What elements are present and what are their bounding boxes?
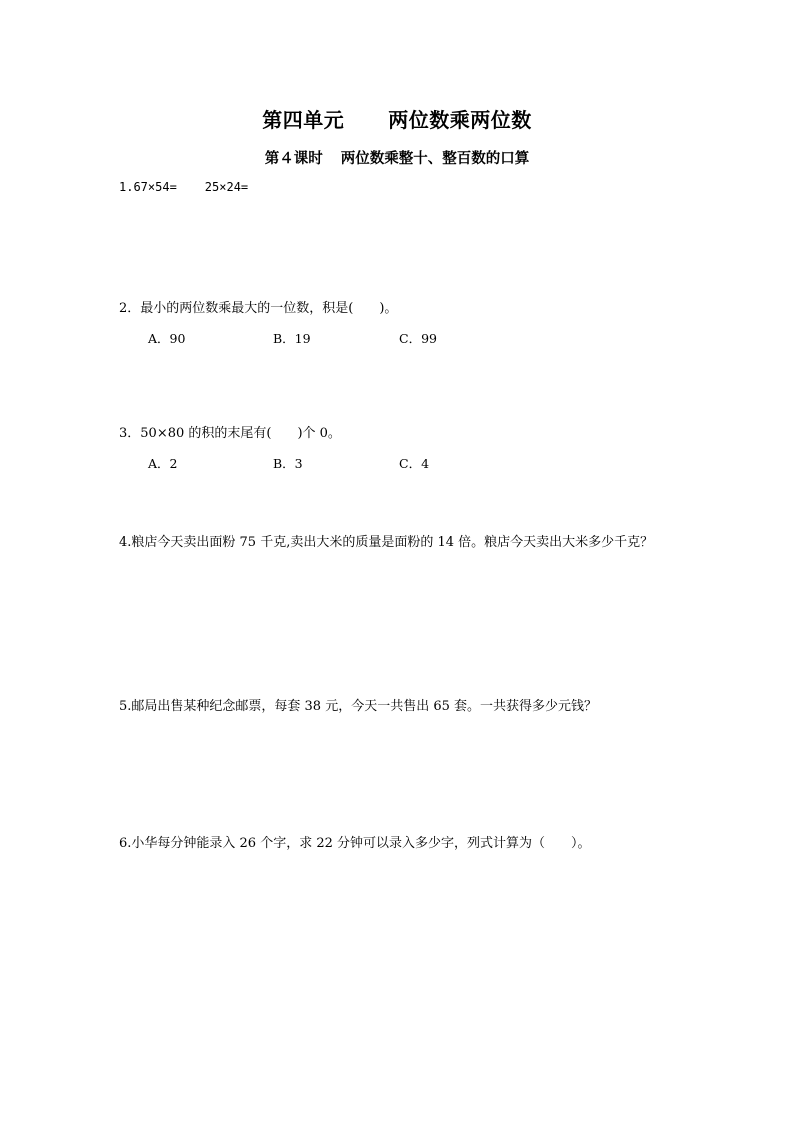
lesson-label: 第４课时 (264, 150, 323, 167)
question-2-option-c: C．99 (399, 331, 437, 346)
unit-topic: 两位数乘两位数 (388, 108, 532, 132)
question-6-stem-end: ）。 (571, 836, 591, 851)
question-2-stem-end: )。 (379, 301, 398, 316)
question-2-option-a: A．90 (148, 331, 186, 346)
page-title (0, 104, 794, 133)
question-4: 4.粮店今天卖出面粉 75 千克,卖出大米的质量是面粉的 14 倍。粮店今天卖出大米多少千克？ (119, 535, 654, 550)
question-6 (119, 832, 591, 851)
question-3-option-b: B．3 (273, 456, 303, 471)
question-5: 5.邮局出售某种纪念邮票，每套 38 元，今天一共售出 65 套。一共获得多少元钱？ (119, 699, 598, 714)
question-1-part-2: 25×24= (204, 180, 249, 194)
question-3-option-c: C．4 (399, 456, 430, 471)
question-3-stem: 3．50×80 的积的末尾有( (119, 426, 272, 441)
question-2-option-b: B．19 (273, 331, 311, 346)
question-1 (119, 180, 248, 194)
unit-label: 第四单元 (262, 108, 345, 132)
question-1-part-1: 1.67×54= (119, 180, 177, 194)
question-2-stem: 2．最小的两位数乘最大的一位数，积是( (119, 301, 354, 316)
lesson-subtitle (0, 147, 794, 168)
question-2 (119, 297, 397, 316)
question-3-option-a: A．2 (148, 456, 178, 471)
question-6-stem: 6.小华每分钟能录入 26 个字，求 22 分钟可以录入多少字，列式计算为（ (119, 836, 546, 851)
question-3 (119, 422, 341, 441)
lesson-topic: 两位数乘整十、整百数的口算 (340, 150, 530, 167)
question-3-stem-end: )个 0。 (297, 426, 341, 441)
